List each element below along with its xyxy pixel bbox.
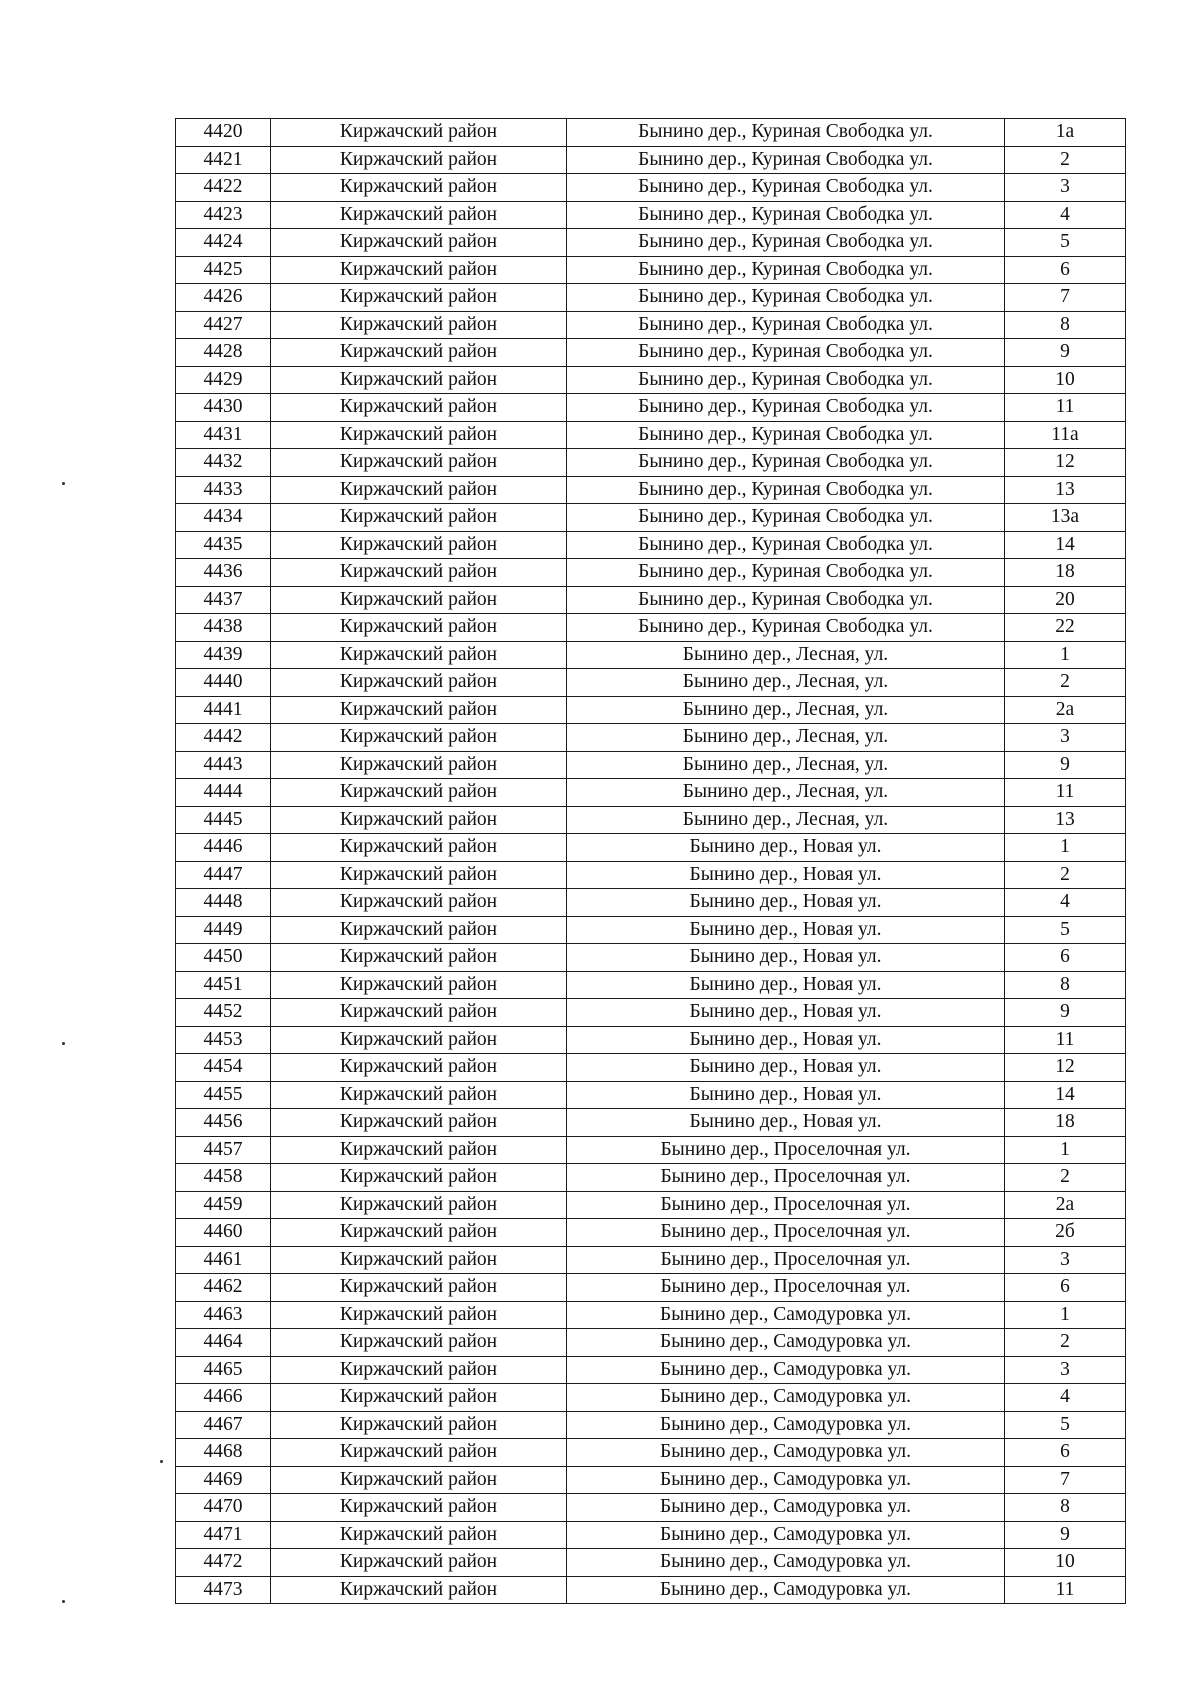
table-row bbox=[176, 394, 1126, 422]
row-number-cell: 4468 bbox=[176, 1439, 271, 1467]
row-number-cell: 4456 bbox=[176, 1109, 271, 1137]
house-number-cell: 9 bbox=[1005, 1521, 1126, 1549]
district-cell: Киржачский район bbox=[271, 421, 567, 449]
row-number-cell: 4467 bbox=[176, 1411, 271, 1439]
table-row bbox=[176, 806, 1126, 834]
table-row bbox=[176, 1549, 1126, 1577]
row-number-cell: 4464 bbox=[176, 1329, 271, 1357]
row-number-cell: 4437 bbox=[176, 586, 271, 614]
address-cell: Бынино дер., Куриная Свободка ул. bbox=[567, 174, 1005, 202]
address-cell: Бынино дер., Новая ул. bbox=[567, 1109, 1005, 1137]
house-number-cell: 2 bbox=[1005, 146, 1126, 174]
address-cell: Бынино дер., Куриная Свободка ул. bbox=[567, 146, 1005, 174]
table-row bbox=[176, 641, 1126, 669]
house-number-cell: 1 bbox=[1005, 1136, 1126, 1164]
row-number-cell: 4446 bbox=[176, 834, 271, 862]
address-cell: Бынино дер., Проселочная ул. bbox=[567, 1191, 1005, 1219]
table-row bbox=[176, 889, 1126, 917]
table-row bbox=[176, 916, 1126, 944]
table-row bbox=[176, 559, 1126, 587]
address-cell: Бынино дер., Проселочная ул. bbox=[567, 1246, 1005, 1274]
district-cell: Киржачский район bbox=[271, 311, 567, 339]
district-cell: Киржачский район bbox=[271, 944, 567, 972]
district-cell: Киржачский район bbox=[271, 1411, 567, 1439]
table-row bbox=[176, 339, 1126, 367]
district-cell: Киржачский район bbox=[271, 1246, 567, 1274]
house-number-cell: 18 bbox=[1005, 559, 1126, 587]
house-number-cell: 6 bbox=[1005, 1274, 1126, 1302]
address-cell: Бынино дер., Куриная Свободка ул. bbox=[567, 614, 1005, 642]
address-cell: Бынино дер., Куриная Свободка ул. bbox=[567, 586, 1005, 614]
house-number-cell: 13а bbox=[1005, 504, 1126, 532]
district-cell: Киржачский район bbox=[271, 724, 567, 752]
row-number-cell: 4420 bbox=[176, 119, 271, 147]
address-cell: Бынино дер., Новая ул. bbox=[567, 1026, 1005, 1054]
district-cell: Киржачский район bbox=[271, 531, 567, 559]
address-cell: Бынино дер., Лесная, ул. bbox=[567, 806, 1005, 834]
row-number-cell: 4425 bbox=[176, 256, 271, 284]
table-row bbox=[176, 174, 1126, 202]
address-cell: Бынино дер., Куриная Свободка ул. bbox=[567, 311, 1005, 339]
row-number-cell: 4433 bbox=[176, 476, 271, 504]
house-number-cell: 3 bbox=[1005, 174, 1126, 202]
address-cell: Бынино дер., Проселочная ул. bbox=[567, 1136, 1005, 1164]
address-cell: Бынино дер., Куриная Свободка ул. bbox=[567, 559, 1005, 587]
table-row bbox=[176, 834, 1126, 862]
address-cell: Бынино дер., Куриная Свободка ул. bbox=[567, 339, 1005, 367]
address-cell: Бынино дер., Новая ул. bbox=[567, 971, 1005, 999]
row-number-cell: 4450 bbox=[176, 944, 271, 972]
table-row bbox=[176, 944, 1126, 972]
house-number-cell: 20 bbox=[1005, 586, 1126, 614]
address-cell: Бынино дер., Новая ул. bbox=[567, 1081, 1005, 1109]
address-cell: Бынино дер., Новая ул. bbox=[567, 999, 1005, 1027]
house-number-cell: 6 bbox=[1005, 1439, 1126, 1467]
row-number-cell: 4442 bbox=[176, 724, 271, 752]
address-cell: Бынино дер., Новая ул. bbox=[567, 1054, 1005, 1082]
house-number-cell: 3 bbox=[1005, 1246, 1126, 1274]
district-cell: Киржачский район bbox=[271, 1054, 567, 1082]
table-row bbox=[176, 311, 1126, 339]
table-row bbox=[176, 614, 1126, 642]
row-number-cell: 4460 bbox=[176, 1219, 271, 1247]
row-number-cell: 4445 bbox=[176, 806, 271, 834]
house-number-cell: 5 bbox=[1005, 916, 1126, 944]
house-number-cell: 1а bbox=[1005, 119, 1126, 147]
house-number-cell: 8 bbox=[1005, 1494, 1126, 1522]
address-cell: Бынино дер., Лесная, ул. bbox=[567, 724, 1005, 752]
house-number-cell: 7 bbox=[1005, 1466, 1126, 1494]
address-cell: Бынино дер., Проселочная ул. bbox=[567, 1219, 1005, 1247]
house-number-cell: 10 bbox=[1005, 366, 1126, 394]
district-cell: Киржачский район bbox=[271, 201, 567, 229]
scan-speck bbox=[62, 1600, 65, 1603]
house-number-cell: 2 bbox=[1005, 861, 1126, 889]
address-cell: Бынино дер., Куриная Свободка ул. bbox=[567, 531, 1005, 559]
district-cell: Киржачский район bbox=[271, 1109, 567, 1137]
address-cell: Бынино дер., Самодуровка ул. bbox=[567, 1494, 1005, 1522]
district-cell: Киржачский район bbox=[271, 1164, 567, 1192]
district-cell: Киржачский район bbox=[271, 1466, 567, 1494]
district-cell: Киржачский район bbox=[271, 284, 567, 312]
address-cell: Бынино дер., Лесная, ул. bbox=[567, 669, 1005, 697]
row-number-cell: 4471 bbox=[176, 1521, 271, 1549]
district-cell: Киржачский район bbox=[271, 119, 567, 147]
address-cell: Бынино дер., Новая ул. bbox=[567, 834, 1005, 862]
address-cell: Бынино дер., Куриная Свободка ул. bbox=[567, 229, 1005, 257]
address-registry-table bbox=[175, 118, 1126, 1604]
house-number-cell: 2а bbox=[1005, 696, 1126, 724]
row-number-cell: 4424 bbox=[176, 229, 271, 257]
house-number-cell: 11а bbox=[1005, 421, 1126, 449]
table-row bbox=[176, 284, 1126, 312]
house-number-cell: 4 bbox=[1005, 1384, 1126, 1412]
table-row bbox=[176, 724, 1126, 752]
district-cell: Киржачский район bbox=[271, 449, 567, 477]
address-cell: Бынино дер., Самодуровка ул. bbox=[567, 1466, 1005, 1494]
house-number-cell: 6 bbox=[1005, 256, 1126, 284]
house-number-cell: 18 bbox=[1005, 1109, 1126, 1137]
row-number-cell: 4423 bbox=[176, 201, 271, 229]
house-number-cell: 11 bbox=[1005, 1576, 1126, 1604]
address-cell: Бынино дер., Самодуровка ул. bbox=[567, 1384, 1005, 1412]
table-row bbox=[176, 1329, 1126, 1357]
district-cell: Киржачский район bbox=[271, 1329, 567, 1357]
house-number-cell: 3 bbox=[1005, 1356, 1126, 1384]
table-row bbox=[176, 1026, 1126, 1054]
row-number-cell: 4435 bbox=[176, 531, 271, 559]
row-number-cell: 4432 bbox=[176, 449, 271, 477]
table-row bbox=[176, 1246, 1126, 1274]
table-row bbox=[176, 669, 1126, 697]
table-row bbox=[176, 1164, 1126, 1192]
row-number-cell: 4436 bbox=[176, 559, 271, 587]
row-number-cell: 4455 bbox=[176, 1081, 271, 1109]
house-number-cell: 9 bbox=[1005, 339, 1126, 367]
district-cell: Киржачский район bbox=[271, 1576, 567, 1604]
house-number-cell: 1 bbox=[1005, 1301, 1126, 1329]
house-number-cell: 11 bbox=[1005, 779, 1126, 807]
district-cell: Киржачский район bbox=[271, 504, 567, 532]
address-cell: Бынино дер., Новая ул. bbox=[567, 861, 1005, 889]
address-cell: Бынино дер., Самодуровка ул. bbox=[567, 1301, 1005, 1329]
house-number-cell: 13 bbox=[1005, 476, 1126, 504]
address-cell: Бынино дер., Проселочная ул. bbox=[567, 1274, 1005, 1302]
house-number-cell: 2б bbox=[1005, 1219, 1126, 1247]
row-number-cell: 4457 bbox=[176, 1136, 271, 1164]
district-cell: Киржачский район bbox=[271, 971, 567, 999]
table-row bbox=[176, 229, 1126, 257]
row-number-cell: 4421 bbox=[176, 146, 271, 174]
address-cell: Бынино дер., Новая ул. bbox=[567, 889, 1005, 917]
district-cell: Киржачский район bbox=[271, 1384, 567, 1412]
district-cell: Киржачский район bbox=[271, 1136, 567, 1164]
table-row bbox=[176, 1521, 1126, 1549]
table-row bbox=[176, 1384, 1126, 1412]
district-cell: Киржачский район bbox=[271, 146, 567, 174]
district-cell: Киржачский район bbox=[271, 751, 567, 779]
table-row bbox=[176, 1439, 1126, 1467]
house-number-cell: 13 bbox=[1005, 806, 1126, 834]
district-cell: Киржачский район bbox=[271, 1219, 567, 1247]
house-number-cell: 4 bbox=[1005, 201, 1126, 229]
address-cell: Бынино дер., Куриная Свободка ул. bbox=[567, 284, 1005, 312]
district-cell: Киржачский район bbox=[271, 614, 567, 642]
district-cell: Киржачский район bbox=[271, 1301, 567, 1329]
house-number-cell: 5 bbox=[1005, 1411, 1126, 1439]
house-number-cell: 4 bbox=[1005, 889, 1126, 917]
row-number-cell: 4429 bbox=[176, 366, 271, 394]
table-row bbox=[176, 1494, 1126, 1522]
table-row bbox=[176, 449, 1126, 477]
row-number-cell: 4422 bbox=[176, 174, 271, 202]
district-cell: Киржачский район bbox=[271, 1494, 567, 1522]
district-cell: Киржачский район bbox=[271, 1274, 567, 1302]
table-row bbox=[176, 1219, 1126, 1247]
row-number-cell: 4427 bbox=[176, 311, 271, 339]
house-number-cell: 2а bbox=[1005, 1191, 1126, 1219]
row-number-cell: 4451 bbox=[176, 971, 271, 999]
address-cell: Бынино дер., Куриная Свободка ул. bbox=[567, 394, 1005, 422]
district-cell: Киржачский район bbox=[271, 586, 567, 614]
row-number-cell: 4428 bbox=[176, 339, 271, 367]
row-number-cell: 4439 bbox=[176, 641, 271, 669]
row-number-cell: 4470 bbox=[176, 1494, 271, 1522]
table-row bbox=[176, 1274, 1126, 1302]
table-row bbox=[176, 1466, 1126, 1494]
table-row bbox=[176, 696, 1126, 724]
house-number-cell: 8 bbox=[1005, 971, 1126, 999]
house-number-cell: 1 bbox=[1005, 834, 1126, 862]
table-row bbox=[176, 751, 1126, 779]
district-cell: Киржачский район bbox=[271, 806, 567, 834]
address-cell: Бынино дер., Куриная Свободка ул. bbox=[567, 449, 1005, 477]
row-number-cell: 4463 bbox=[176, 1301, 271, 1329]
district-cell: Киржачский район bbox=[271, 916, 567, 944]
row-number-cell: 4469 bbox=[176, 1466, 271, 1494]
table-row bbox=[176, 779, 1126, 807]
district-cell: Киржачский район bbox=[271, 1081, 567, 1109]
house-number-cell: 6 bbox=[1005, 944, 1126, 972]
row-number-cell: 4466 bbox=[176, 1384, 271, 1412]
address-cell: Бынино дер., Самодуровка ул. bbox=[567, 1411, 1005, 1439]
address-cell: Бынино дер., Самодуровка ул. bbox=[567, 1521, 1005, 1549]
district-cell: Киржачский район bbox=[271, 229, 567, 257]
row-number-cell: 4473 bbox=[176, 1576, 271, 1604]
table-row bbox=[176, 119, 1126, 147]
house-number-cell: 3 bbox=[1005, 724, 1126, 752]
address-cell: Бынино дер., Куриная Свободка ул. bbox=[567, 201, 1005, 229]
address-cell: Бынино дер., Куриная Свободка ул. bbox=[567, 421, 1005, 449]
address-cell: Бынино дер., Лесная, ул. bbox=[567, 751, 1005, 779]
row-number-cell: 4443 bbox=[176, 751, 271, 779]
table-row bbox=[176, 201, 1126, 229]
house-number-cell: 5 bbox=[1005, 229, 1126, 257]
address-cell: Бынино дер., Куриная Свободка ул. bbox=[567, 476, 1005, 504]
row-number-cell: 4447 bbox=[176, 861, 271, 889]
house-number-cell: 11 bbox=[1005, 1026, 1126, 1054]
table-row bbox=[176, 861, 1126, 889]
table-row bbox=[176, 1136, 1126, 1164]
address-cell: Бынино дер., Куриная Свободка ул. bbox=[567, 256, 1005, 284]
house-number-cell: 2 bbox=[1005, 1164, 1126, 1192]
row-number-cell: 4461 bbox=[176, 1246, 271, 1274]
row-number-cell: 4458 bbox=[176, 1164, 271, 1192]
row-number-cell: 4459 bbox=[176, 1191, 271, 1219]
district-cell: Киржачский район bbox=[271, 366, 567, 394]
table-row bbox=[176, 1301, 1126, 1329]
row-number-cell: 4449 bbox=[176, 916, 271, 944]
address-cell: Бынино дер., Куриная Свободка ул. bbox=[567, 504, 1005, 532]
district-cell: Киржачский район bbox=[271, 394, 567, 422]
table-row bbox=[176, 1356, 1126, 1384]
address-cell: Бынино дер., Самодуровка ул. bbox=[567, 1576, 1005, 1604]
address-cell: Бынино дер., Куриная Свободка ул. bbox=[567, 119, 1005, 147]
row-number-cell: 4440 bbox=[176, 669, 271, 697]
table-row bbox=[176, 586, 1126, 614]
district-cell: Киржачский район bbox=[271, 256, 567, 284]
district-cell: Киржачский район bbox=[271, 641, 567, 669]
address-cell: Бынино дер., Новая ул. bbox=[567, 916, 1005, 944]
table-row bbox=[176, 476, 1126, 504]
row-number-cell: 4434 bbox=[176, 504, 271, 532]
district-cell: Киржачский район bbox=[271, 476, 567, 504]
scan-speck bbox=[62, 1042, 65, 1045]
row-number-cell: 4430 bbox=[176, 394, 271, 422]
address-cell: Бынино дер., Самодуровка ул. bbox=[567, 1356, 1005, 1384]
row-number-cell: 4441 bbox=[176, 696, 271, 724]
address-cell: Бынино дер., Лесная, ул. bbox=[567, 696, 1005, 724]
district-cell: Киржачский район bbox=[271, 174, 567, 202]
table-row bbox=[176, 1411, 1126, 1439]
row-number-cell: 4431 bbox=[176, 421, 271, 449]
district-cell: Киржачский район bbox=[271, 1191, 567, 1219]
scan-speck bbox=[160, 1460, 163, 1463]
house-number-cell: 11 bbox=[1005, 394, 1126, 422]
row-number-cell: 4448 bbox=[176, 889, 271, 917]
row-number-cell: 4452 bbox=[176, 999, 271, 1027]
house-number-cell: 7 bbox=[1005, 284, 1126, 312]
house-number-cell: 2 bbox=[1005, 1329, 1126, 1357]
table-row bbox=[176, 1054, 1126, 1082]
district-cell: Киржачский район bbox=[271, 669, 567, 697]
house-number-cell: 9 bbox=[1005, 751, 1126, 779]
table-row bbox=[176, 146, 1126, 174]
table-row bbox=[176, 1081, 1126, 1109]
house-number-cell: 2 bbox=[1005, 669, 1126, 697]
district-cell: Киржачский район bbox=[271, 834, 567, 862]
scan-speck bbox=[62, 482, 65, 485]
table-row bbox=[176, 999, 1126, 1027]
row-number-cell: 4426 bbox=[176, 284, 271, 312]
district-cell: Киржачский район bbox=[271, 1521, 567, 1549]
district-cell: Киржачский район bbox=[271, 999, 567, 1027]
house-number-cell: 14 bbox=[1005, 531, 1126, 559]
row-number-cell: 4462 bbox=[176, 1274, 271, 1302]
district-cell: Киржачский район bbox=[271, 861, 567, 889]
house-number-cell: 10 bbox=[1005, 1549, 1126, 1577]
district-cell: Киржачский район bbox=[271, 889, 567, 917]
house-number-cell: 22 bbox=[1005, 614, 1126, 642]
table-row bbox=[176, 366, 1126, 394]
district-cell: Киржачский район bbox=[271, 1356, 567, 1384]
district-cell: Киржачский район bbox=[271, 779, 567, 807]
house-number-cell: 12 bbox=[1005, 449, 1126, 477]
table-row bbox=[176, 1109, 1126, 1137]
row-number-cell: 4444 bbox=[176, 779, 271, 807]
table-row bbox=[176, 1191, 1126, 1219]
address-cell: Бынино дер., Проселочная ул. bbox=[567, 1164, 1005, 1192]
row-number-cell: 4472 bbox=[176, 1549, 271, 1577]
district-cell: Киржачский район bbox=[271, 559, 567, 587]
address-cell: Бынино дер., Куриная Свободка ул. bbox=[567, 366, 1005, 394]
address-cell: Бынино дер., Самодуровка ул. bbox=[567, 1439, 1005, 1467]
address-cell: Бынино дер., Лесная, ул. bbox=[567, 779, 1005, 807]
address-cell: Бынино дер., Самодуровка ул. bbox=[567, 1549, 1005, 1577]
district-cell: Киржачский район bbox=[271, 1549, 567, 1577]
house-number-cell: 9 bbox=[1005, 999, 1126, 1027]
table-row bbox=[176, 504, 1126, 532]
table-body bbox=[176, 119, 1126, 1604]
district-cell: Киржачский район bbox=[271, 696, 567, 724]
house-number-cell: 12 bbox=[1005, 1054, 1126, 1082]
table-row bbox=[176, 531, 1126, 559]
district-cell: Киржачский район bbox=[271, 1026, 567, 1054]
district-cell: Киржачский район bbox=[271, 339, 567, 367]
address-cell: Бынино дер., Новая ул. bbox=[567, 944, 1005, 972]
house-number-cell: 14 bbox=[1005, 1081, 1126, 1109]
district-cell: Киржачский район bbox=[271, 1439, 567, 1467]
row-number-cell: 4454 bbox=[176, 1054, 271, 1082]
house-number-cell: 1 bbox=[1005, 641, 1126, 669]
row-number-cell: 4465 bbox=[176, 1356, 271, 1384]
row-number-cell: 4453 bbox=[176, 1026, 271, 1054]
house-number-cell: 8 bbox=[1005, 311, 1126, 339]
table-row bbox=[176, 1576, 1126, 1604]
table-row bbox=[176, 971, 1126, 999]
table-row bbox=[176, 256, 1126, 284]
table-row bbox=[176, 421, 1126, 449]
address-cell: Бынино дер., Самодуровка ул. bbox=[567, 1329, 1005, 1357]
address-cell: Бынино дер., Лесная, ул. bbox=[567, 641, 1005, 669]
row-number-cell: 4438 bbox=[176, 614, 271, 642]
